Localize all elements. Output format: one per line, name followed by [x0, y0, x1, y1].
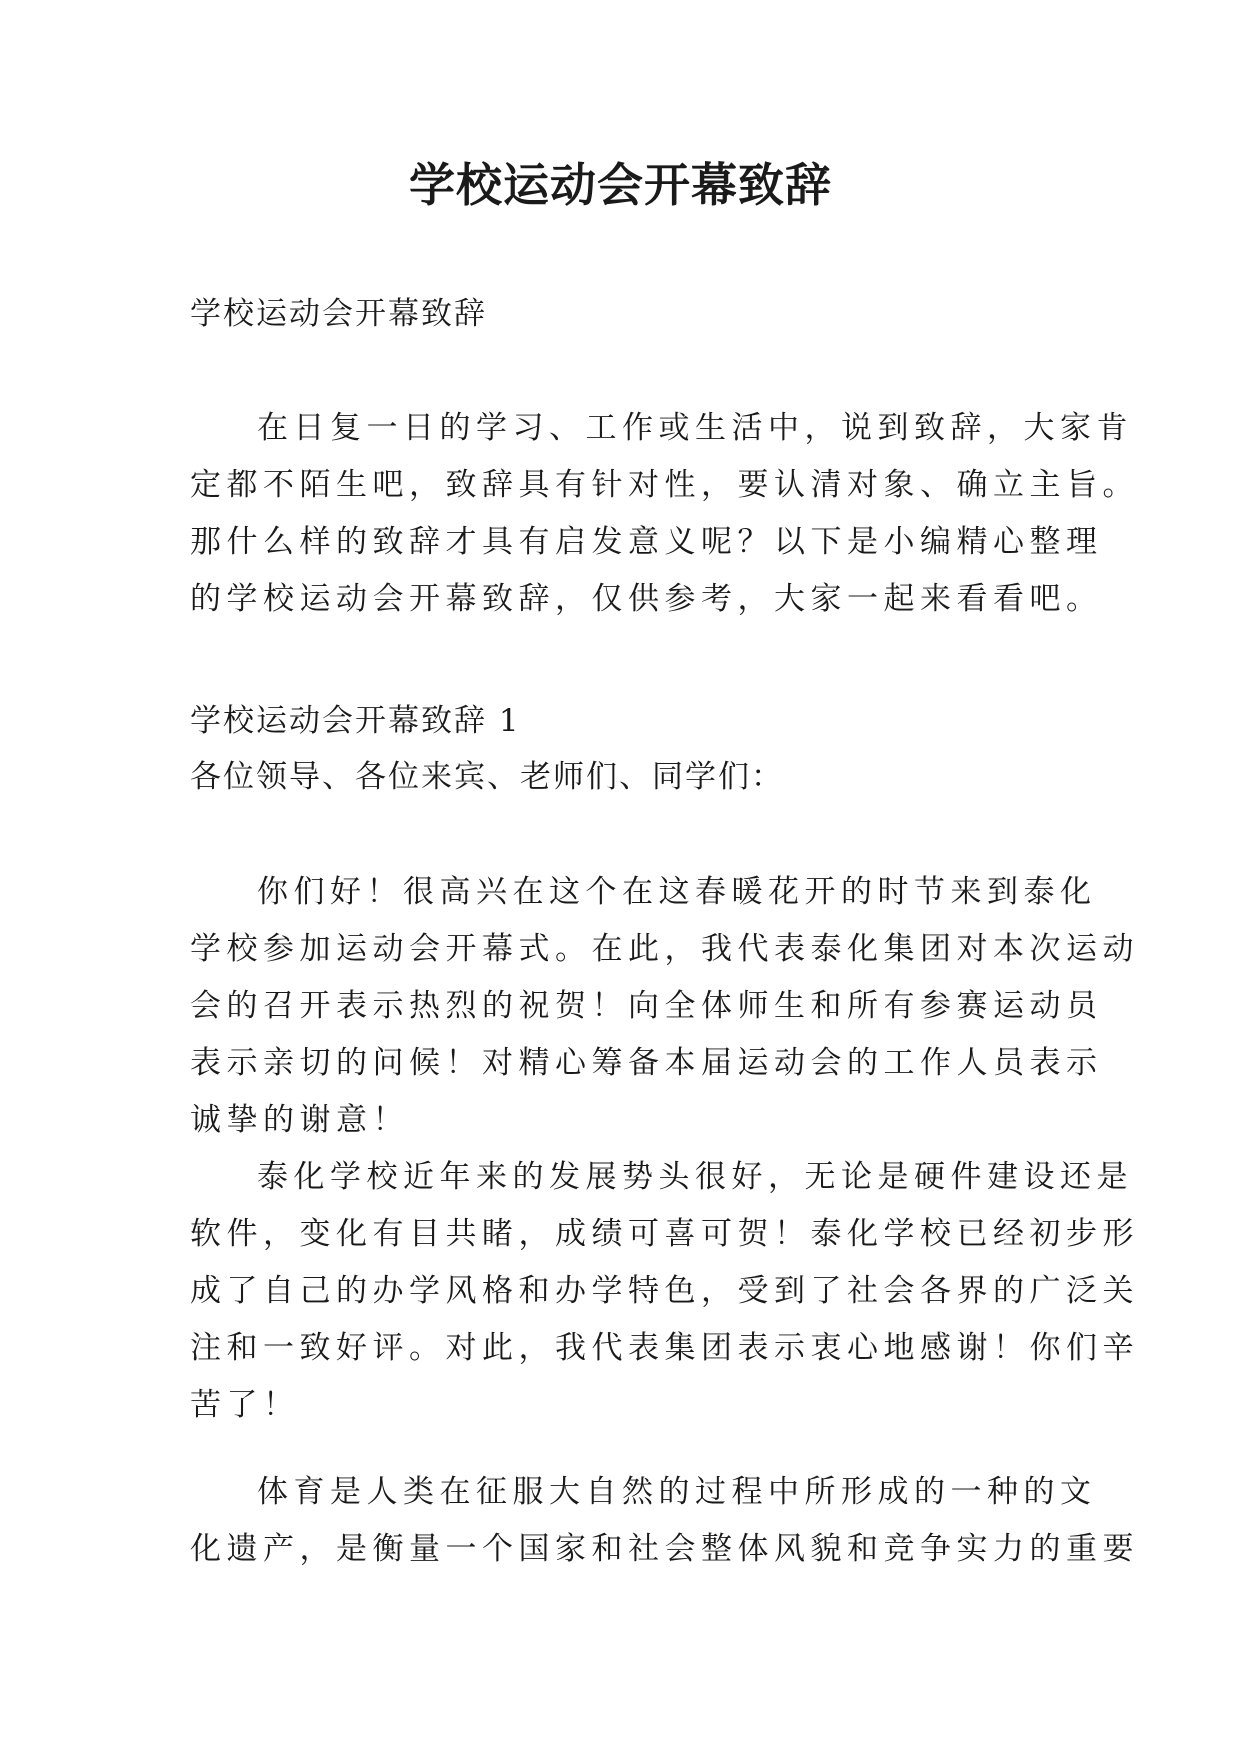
- salutation: 各位领导、各位来宾、老师们、同学们：: [190, 759, 784, 795]
- paragraph-line: 成了自己的办学风格和办学特色，受到了社会各界的广泛关: [190, 1273, 1139, 1309]
- intro-line: 的学校运动会开幕致辞，仅供参考，大家一起来看看吧。: [190, 581, 1103, 617]
- paragraph-line: 化遗产，是衡量一个国家和社会整体风貌和竞争实力的重要: [190, 1531, 1139, 1567]
- paragraph-line: 学校参加运动会开幕式。在此，我代表泰化集团对本次运动: [190, 931, 1139, 967]
- paragraph-line: 体育是人类在征服大自然的过程中所形成的一种的文: [257, 1474, 1097, 1510]
- document-subtitle: 学校运动会开幕致辞: [190, 296, 487, 332]
- paragraph-line: 你们好！很高兴在这个在这春暖花开的时节来到泰化: [257, 874, 1097, 910]
- section-heading: 学校运动会开幕致辞 1: [190, 703, 521, 739]
- intro-line: 定都不陌生吧，致辞具有针对性，要认清对象、确立主旨。: [190, 467, 1139, 503]
- paragraph-line: 表示亲切的问候！对精心筹备本届运动会的工作人员表示: [190, 1045, 1103, 1081]
- document-title: 学校运动会开幕致辞: [409, 158, 832, 212]
- paragraph-line: 注和一致好评。对此，我代表集团表示衷心地感谢！你们辛: [190, 1330, 1139, 1366]
- intro-line: 在日复一日的学习、工作或生活中，说到致辞，大家肯: [257, 410, 1133, 446]
- paragraph-line: 软件，变化有目共睹，成绩可喜可贺！泰化学校已经初步形: [190, 1216, 1139, 1252]
- paragraph-line: 泰化学校近年来的发展势头很好，无论是硬件建设还是: [257, 1159, 1133, 1195]
- intro-line: 那什么样的致辞才具有启发意义呢？以下是小编精心整理: [190, 524, 1103, 560]
- paragraph-line: 苦了！: [190, 1387, 300, 1423]
- paragraph-line: 诚挚的谢意！: [190, 1102, 409, 1138]
- paragraph-line: 会的召开表示热烈的祝贺！向全体师生和所有参赛运动员: [190, 988, 1103, 1024]
